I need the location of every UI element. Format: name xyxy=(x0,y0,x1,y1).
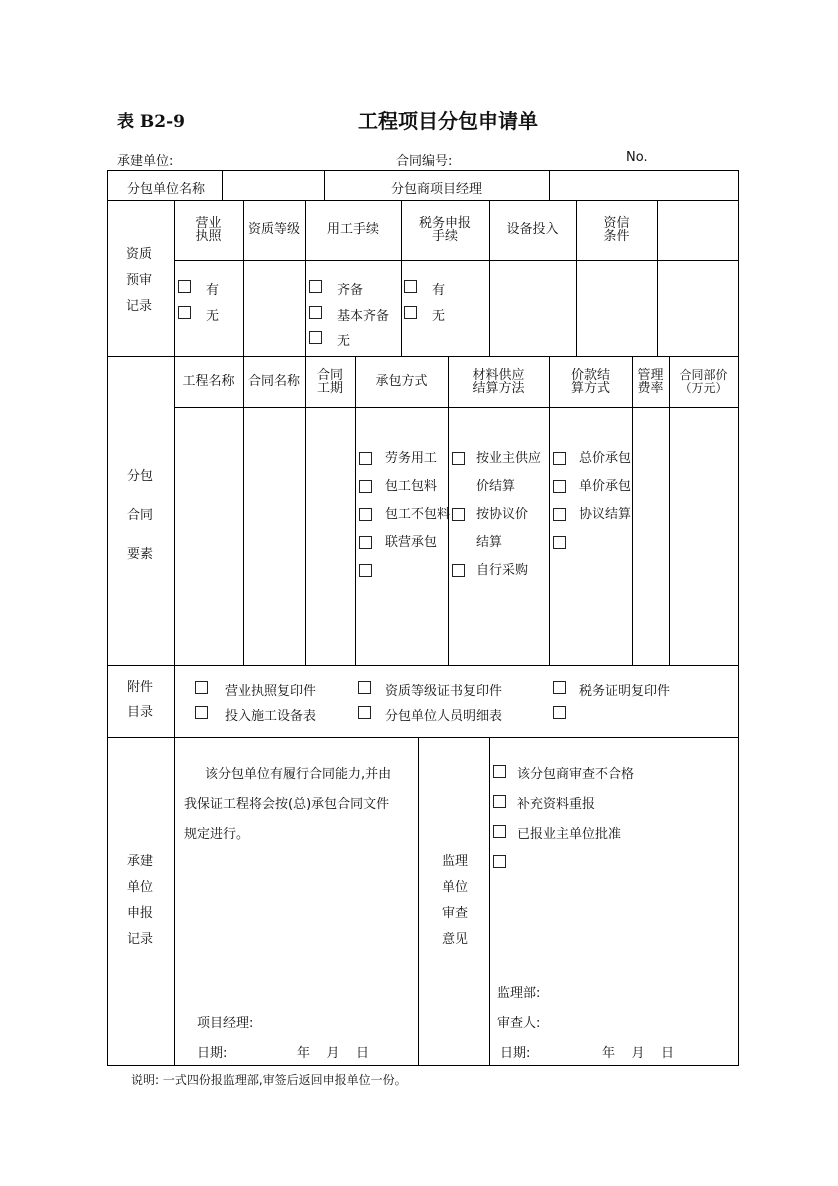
labor-none-checkbox[interactable] xyxy=(309,331,322,344)
review-fail-checkbox[interactable] xyxy=(493,765,506,778)
no-label: No. xyxy=(626,150,648,165)
mode-labor-only-checkbox[interactable] xyxy=(359,508,372,521)
attach-staff-checkbox[interactable] xyxy=(358,706,371,719)
contractor-record-label: 承建 单位 申报 记录 xyxy=(127,854,154,947)
contractor-label: 承建单位: xyxy=(117,154,174,169)
contract-header-fee: 管理 费率 xyxy=(637,368,664,396)
material-self-checkbox[interactable] xyxy=(452,564,465,577)
attach-grade-checkbox[interactable] xyxy=(358,681,371,694)
supervisor-date-label: 日期: xyxy=(500,1046,531,1061)
labor-none-label: 无 xyxy=(337,334,351,349)
contractor-statement-line1: 该分包单位有履行合同能力,并由 xyxy=(205,767,392,782)
form-code: 表 B2-9 xyxy=(117,112,185,132)
qual-header-license: 营业 执照 xyxy=(195,216,222,244)
review-fail-label: 该分包商审查不合格 xyxy=(517,767,635,782)
contract-no-label: 合同编号: xyxy=(396,154,453,169)
review-approved-checkbox[interactable] xyxy=(493,825,506,838)
license-yes-label: 有 xyxy=(206,283,220,298)
mode-labor-material-checkbox[interactable] xyxy=(359,480,372,493)
labor-complete-checkbox[interactable] xyxy=(309,280,322,293)
contract-section-label: 分包 合同 要素 xyxy=(127,469,154,562)
qual-header-credit: 资信 条件 xyxy=(603,216,630,244)
material-options: 按业主供应 价结算 按协议价 结算 自行采购 xyxy=(476,451,542,578)
price-agreement-checkbox[interactable] xyxy=(553,508,566,521)
supervisor-review-label: 监理 单位 审查 意见 xyxy=(442,854,469,947)
attach-tax-checkbox[interactable] xyxy=(553,681,566,694)
review-resubmit-checkbox[interactable] xyxy=(493,795,506,808)
contractor-statement-line2: 我保证工程将会按(总)承包合同文件 xyxy=(184,797,390,812)
price-unit-checkbox[interactable] xyxy=(553,480,566,493)
page-title: 工程项目分包申请单 xyxy=(358,109,538,133)
supervisor-date-ymd: 年 月 日 xyxy=(602,1046,675,1061)
contractor-statement-line3: 规定进行。 xyxy=(184,827,250,842)
price-other-checkbox[interactable] xyxy=(553,536,566,549)
sub-pm-label: 分包商项目经理 xyxy=(391,182,483,197)
mode-joint-checkbox[interactable] xyxy=(359,536,372,549)
qual-header-equipment: 设备投入 xyxy=(506,222,559,237)
review-other-checkbox[interactable] xyxy=(493,855,506,868)
attach-license-checkbox[interactable] xyxy=(195,681,208,694)
license-no-checkbox[interactable] xyxy=(178,306,191,319)
labor-complete-label: 齐备 xyxy=(337,283,364,298)
tax-no-checkbox[interactable] xyxy=(404,306,417,319)
contract-header-period: 合同 工期 xyxy=(316,368,343,396)
attach-license-label: 营业执照复印件 xyxy=(225,684,317,699)
price-total-checkbox[interactable] xyxy=(553,452,566,465)
qual-header-labor: 用工手续 xyxy=(326,222,379,237)
license-yes-checkbox[interactable] xyxy=(178,280,191,293)
contract-header-mode: 承包方式 xyxy=(375,374,428,389)
contractor-date-ymd: 年 月 日 xyxy=(297,1046,370,1061)
project-manager-label: 项目经理: xyxy=(197,1016,254,1031)
mode-labor-checkbox[interactable] xyxy=(359,452,372,465)
review-resubmit-label: 补充资料重报 xyxy=(517,797,596,812)
license-no-label: 无 xyxy=(206,309,220,324)
supervision-dept-label: 监理部: xyxy=(497,986,541,1001)
reviewer-label: 审查人: xyxy=(497,1016,541,1031)
mode-options: 劳务用工 包工包料 包工不包料 联营承包 xyxy=(385,451,451,550)
contract-header-name: 合同名称 xyxy=(247,374,300,389)
tax-yes-label: 有 xyxy=(432,283,446,298)
labor-mostly-checkbox[interactable] xyxy=(309,306,322,319)
attach-equipment-checkbox[interactable] xyxy=(195,706,208,719)
price-options: 总价承包 单价承包 协议结算 xyxy=(579,451,632,522)
contract-header-material: 材料供应 结算方法 xyxy=(472,368,525,396)
attach-equipment-label: 投入施工设备表 xyxy=(225,709,317,724)
material-owner-checkbox[interactable] xyxy=(452,452,465,465)
contract-header-project: 工程名称 xyxy=(182,374,235,389)
contract-header-price: 价款结 算方式 xyxy=(570,368,610,396)
attach-other-checkbox[interactable] xyxy=(553,706,566,719)
qual-header-grade: 资质等级 xyxy=(247,222,300,237)
labor-mostly-label: 基本齐备 xyxy=(337,309,390,324)
attach-tax-label: 税务证明复印件 xyxy=(579,684,671,699)
material-agreement-checkbox[interactable] xyxy=(452,508,465,521)
mode-other-checkbox[interactable] xyxy=(359,564,372,577)
sub-unit-name-label: 分包单位名称 xyxy=(127,182,206,197)
review-approved-label: 已报业主单位批准 xyxy=(517,827,622,842)
attach-staff-label: 分包单位人员明细表 xyxy=(385,709,503,724)
tax-no-label: 无 xyxy=(432,309,446,324)
contract-header-amount: 合同部价 （万元） xyxy=(679,368,728,395)
attach-section-label: 附件 目录 xyxy=(127,680,154,720)
contractor-date-label: 日期: xyxy=(197,1046,228,1061)
footnote: 说明: 一式四份报监理部,审签后返回申报单位一份。 xyxy=(131,1073,407,1087)
qual-header-tax: 税务申报 手续 xyxy=(418,216,471,244)
tax-yes-checkbox[interactable] xyxy=(404,280,417,293)
qual-section-label: 资质 预审 记录 xyxy=(126,247,153,314)
attach-grade-label: 资质等级证书复印件 xyxy=(385,684,503,699)
